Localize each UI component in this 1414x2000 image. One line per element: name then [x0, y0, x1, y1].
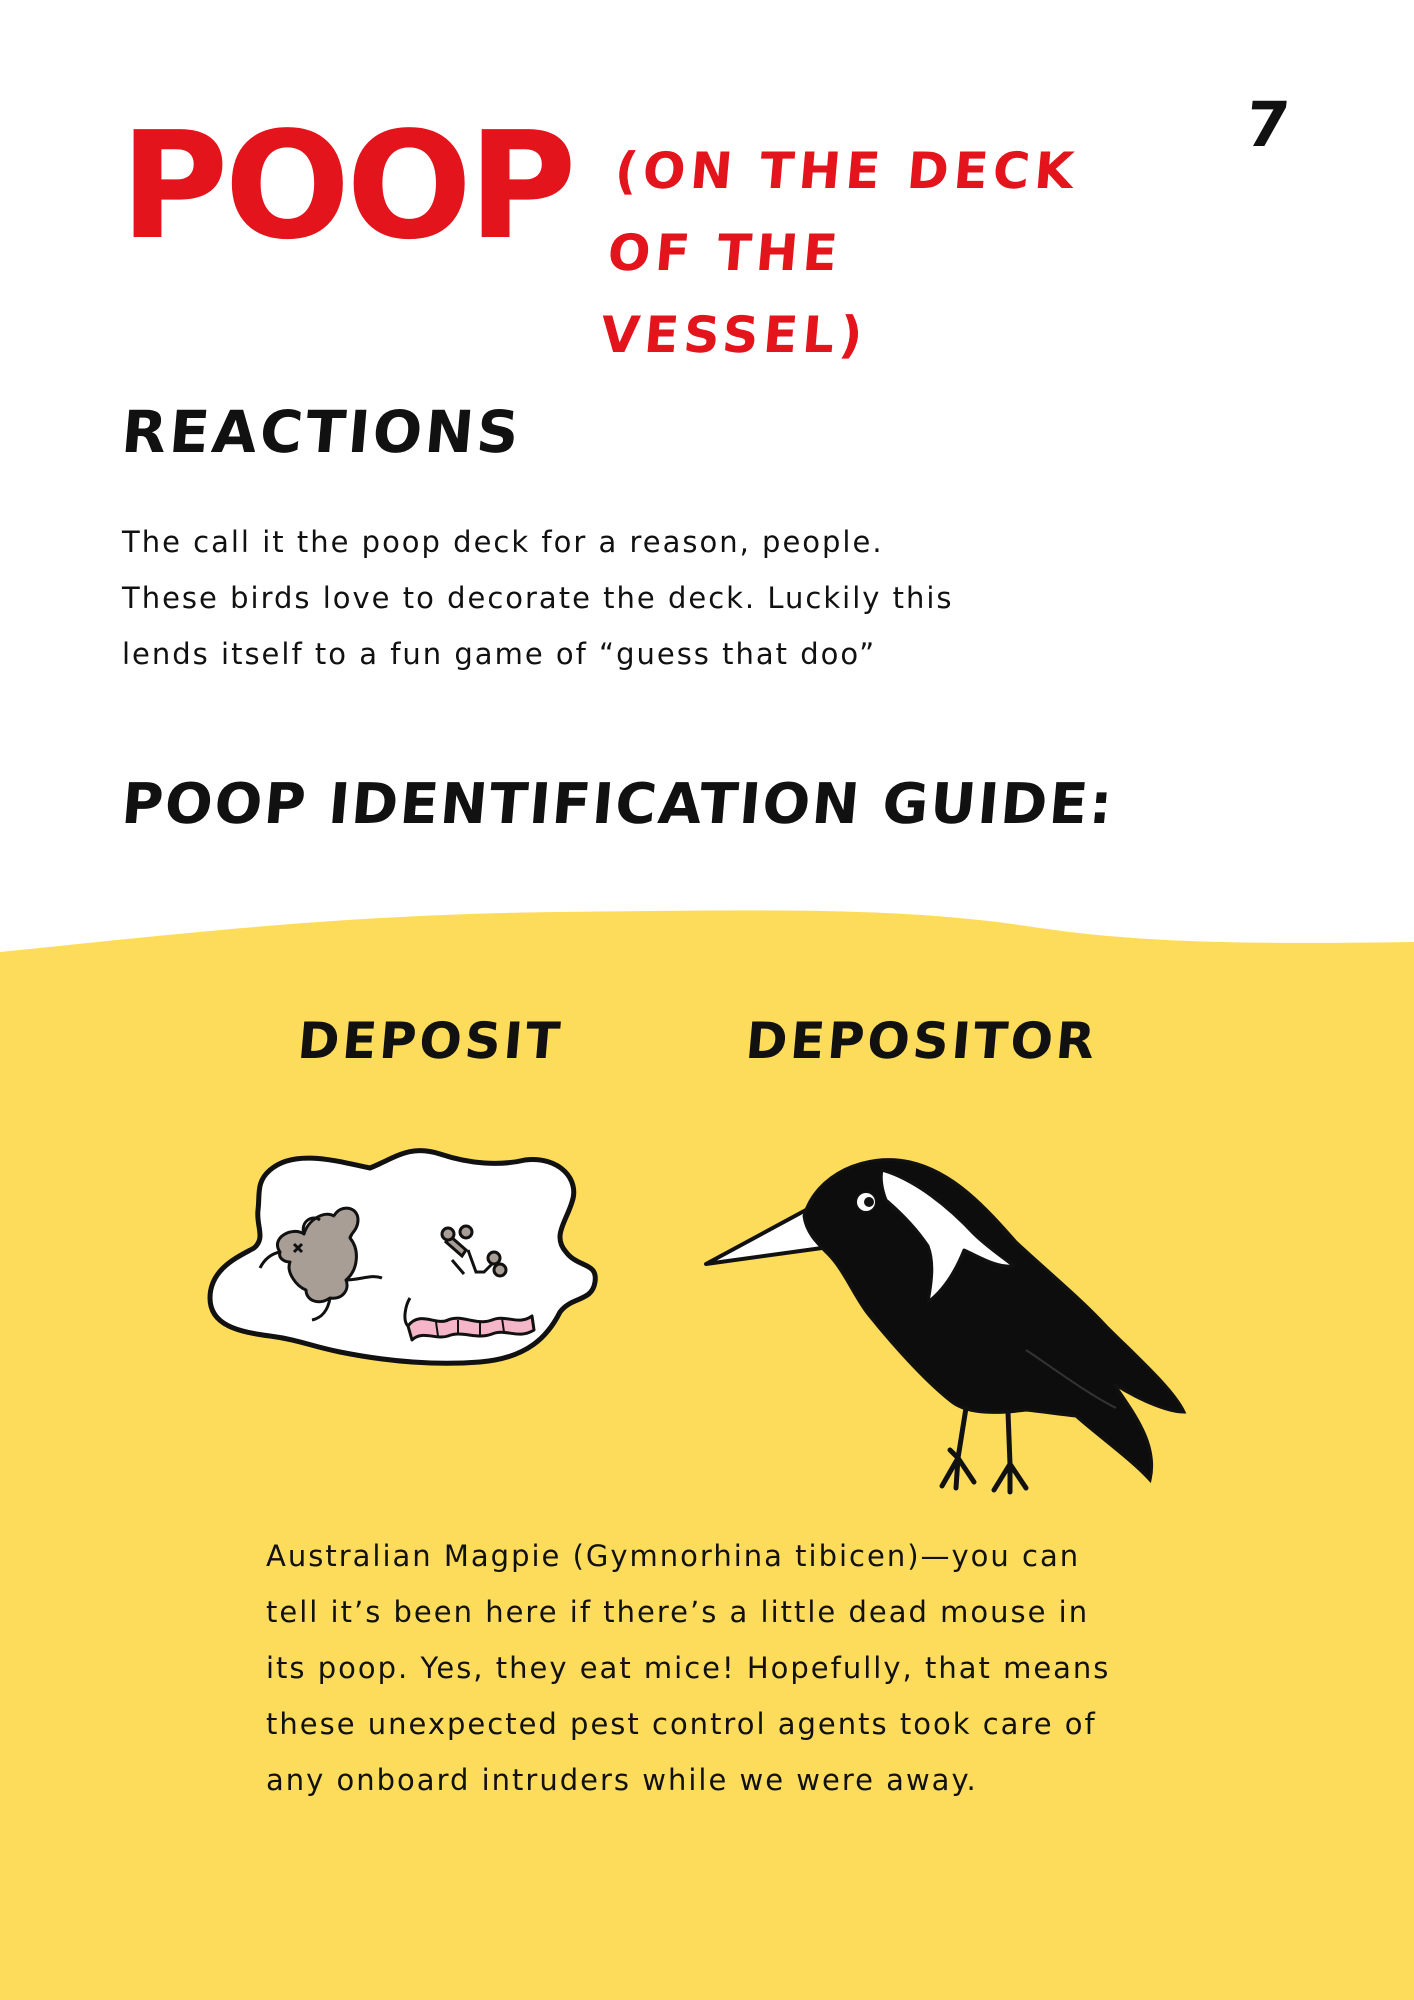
reactions-paragraph [122, 514, 1022, 682]
description-line: Australian Magpie (Gymnorhina tibicen)—you can [266, 1539, 1081, 1573]
paragraph-line: lends itself to a fun game of “guess that doo” [122, 637, 877, 671]
paragraph-line: The call it the poop deck for a reason, people. [122, 525, 884, 559]
page-title: POOP [120, 100, 573, 272]
description-line: tell it’s been here if there’s a little dead mouse in [266, 1595, 1090, 1629]
magpie-description [266, 1528, 1196, 1808]
subtitle-line: (ON THE DECK [612, 142, 1081, 200]
description-line: any onboard intruders while we were away. [266, 1763, 978, 1797]
deposit-label: DEPOSIT [295, 1012, 566, 1070]
description-line: these unexpected pest control agents took care of [266, 1707, 1097, 1741]
magpie-icon [696, 1150, 1196, 1500]
depositor-label: DEPOSITOR [743, 1012, 1101, 1070]
guide-heading: POOP IDENTIFICATION GUIDE: [119, 772, 1117, 837]
page-subtitle [597, 130, 1139, 376]
subtitle-line: OF THE VESSEL) [598, 224, 870, 364]
reactions-heading: REACTIONS [119, 398, 525, 466]
description-line: its poop. Yes, they eat mice! Hopefully, that means [266, 1651, 1111, 1685]
page-number: 7 [1242, 88, 1293, 161]
paragraph-line: These birds love to decorate the deck. Luckily this [122, 581, 954, 615]
bird-dropping-icon [200, 1140, 600, 1380]
